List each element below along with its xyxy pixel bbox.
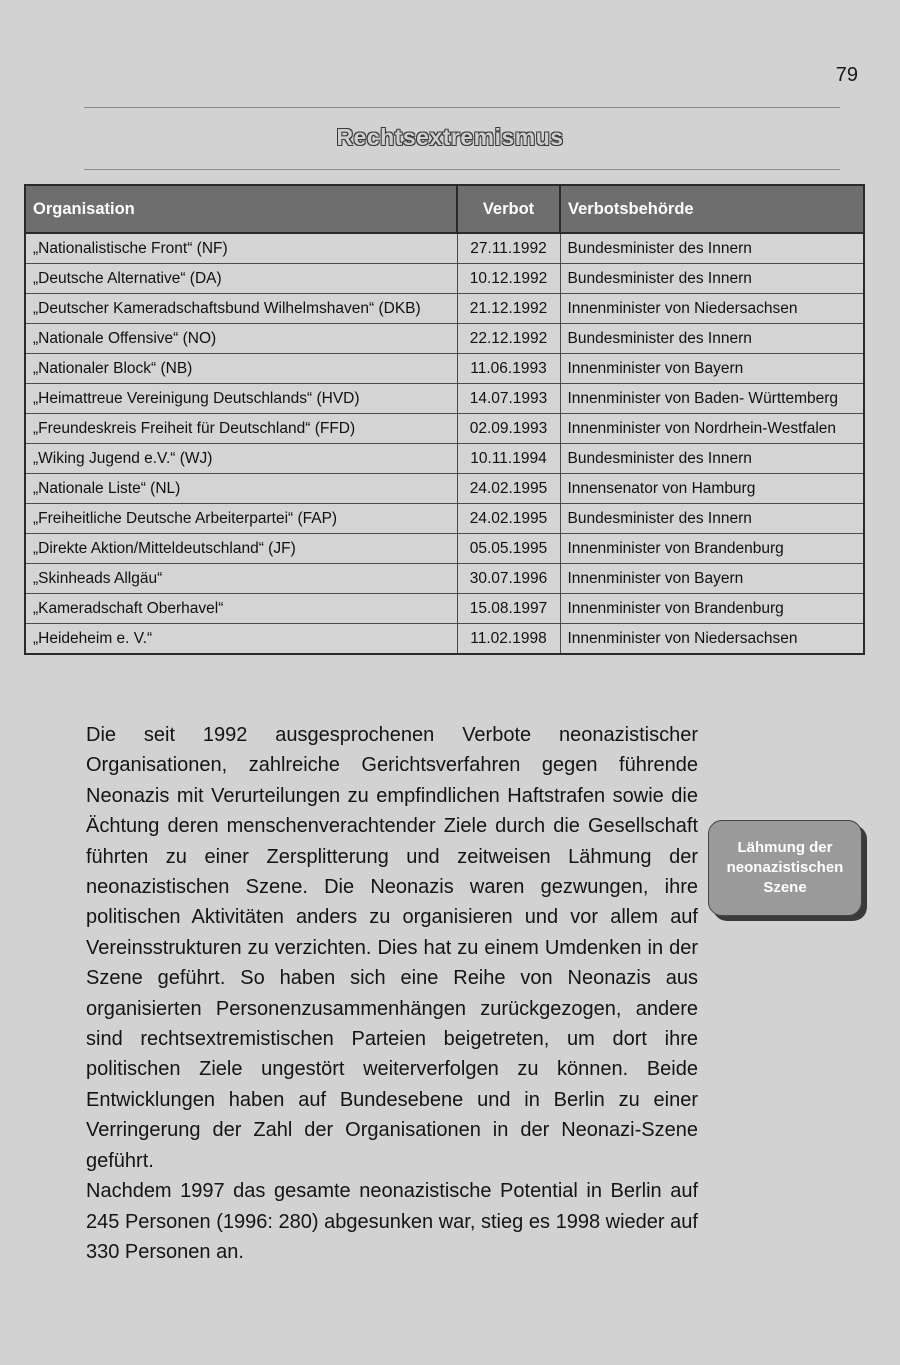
margin-note-text: Lähmung der neonazistischen Szene <box>726 839 844 896</box>
cell-date: 22.12.1992 <box>457 324 560 354</box>
cell-date: 30.07.1996 <box>457 564 560 594</box>
title-rule <box>84 169 840 170</box>
cell-authority: Bundesminister des Innern <box>560 264 864 294</box>
table-row <box>25 444 864 474</box>
header-rule <box>84 107 840 108</box>
table-row <box>25 414 864 444</box>
cell-organisation: „Nationale Offensive“ (NO) <box>25 324 457 354</box>
page-number: 79 <box>835 64 858 86</box>
cell-date: 05.05.1995 <box>457 534 560 564</box>
cell-authority: Bundesminister des Innern <box>560 324 864 354</box>
table-row <box>25 534 864 564</box>
cell-authority: Innenminister von Niedersachsen <box>560 294 864 324</box>
cell-date: 15.08.1997 <box>457 594 560 624</box>
cell-date: 11.06.1993 <box>457 354 560 384</box>
cell-organisation: „Nationaler Block“ (NB) <box>25 354 457 384</box>
paragraph-fragmentation: Die seit 1992 ausgesprochenen Verbote neonazistischer Organisationen, zahlreiche Gerichtsverfahren gegen führende Neonazis mit Verurteilungen zu empfindlichen Haftstrafen sowie die Ächtung deren menschenverachtender Ziele durch die Gesellschaft führten zu einer Zersplitterung und zeitweisen Lähmung der neonazistischen Szene. Die Neonazis waren gezwungen, ihre politischen Aktivitäten anders zu organisieren und vor allem auf Vereinsstrukturen zu verzichten. Dies hat zu einem Umdenken in der Szene geführt. So haben sich eine Reihe von Neonazis aus organisierten Personenzusammenhängen zurückgezogen, andere sind rechtsextremistischen Parteien beigetreten, um dort ihre politischen Ziele ungestört weiterverfolgen zu können. Beide Entwicklungen haben auf Bundesebene und in Berlin zu einer Verringerung der Zahl der Organisationen in der Neonazi-Szene geführt. <box>86 724 698 1172</box>
cell-organisation: „Heimattreue Vereinigung Deutschlands“ (HVD) <box>25 384 457 414</box>
table-row <box>25 594 864 624</box>
table-row <box>25 504 864 534</box>
table-row <box>25 264 864 294</box>
table-row <box>25 294 864 324</box>
cell-authority: Innenminister von Brandenburg <box>560 594 864 624</box>
cell-organisation: „Direkte Aktion/Mitteldeutschland“ (JF) <box>25 534 457 564</box>
cell-authority: Innenminister von Nordrhein-Westfalen <box>560 414 864 444</box>
cell-authority: Bundesminister des Innern <box>560 444 864 474</box>
cell-authority: Bundesminister des Innern <box>560 233 864 264</box>
cell-date: 24.02.1995 <box>457 474 560 504</box>
margin-note <box>708 820 862 916</box>
cell-organisation: „Skinheads Allgäu“ <box>25 564 457 594</box>
cell-organisation: „Nationale Liste“ (NL) <box>25 474 457 504</box>
table-row <box>25 324 864 354</box>
section-title: Rechtsextremismus <box>336 124 564 150</box>
cell-authority: Bundesminister des Innern <box>560 504 864 534</box>
cell-authority: Innenminister von Niedersachsen <box>560 624 864 655</box>
table-row <box>25 564 864 594</box>
cell-date: 11.02.1998 <box>457 624 560 655</box>
cell-organisation: „Nationalistische Front“ (NF) <box>25 233 457 264</box>
header-authority: Verbotsbehörde <box>560 185 864 233</box>
table-row <box>25 624 864 655</box>
cell-authority: Innenminister von Bayern <box>560 564 864 594</box>
header-organisation: Organisation <box>25 185 457 233</box>
cell-date: 10.11.1994 <box>457 444 560 474</box>
cell-organisation: „Kameradschaft Oberhavel“ <box>25 594 457 624</box>
cell-authority: Innenminister von Bayern <box>560 354 864 384</box>
cell-authority: Innenminister von Baden- Württemberg <box>560 384 864 414</box>
table-row <box>25 354 864 384</box>
body-text <box>86 720 698 1267</box>
table-row <box>25 384 864 414</box>
cell-organisation: „Heideheim e. V.“ <box>25 624 457 655</box>
table-row <box>25 233 864 264</box>
paragraph-potential: Nachdem 1997 das gesamte neonazistische Potential in Berlin auf 245 Personen (1996: 280) abgesunken war, stieg es 1998 wieder auf 330 Personen an. <box>86 1180 698 1263</box>
cell-date: 10.12.1992 <box>457 264 560 294</box>
cell-date: 27.11.1992 <box>457 233 560 264</box>
cell-date: 02.09.1993 <box>457 414 560 444</box>
ban-table <box>24 184 865 655</box>
table-row <box>25 474 864 504</box>
cell-authority: Innenminister von Brandenburg <box>560 534 864 564</box>
cell-organisation: „Freiheitliche Deutsche Arbeiterpartei“ (FAP) <box>25 504 457 534</box>
cell-date: 21.12.1992 <box>457 294 560 324</box>
cell-organisation: „Wiking Jugend e.V.“ (WJ) <box>25 444 457 474</box>
header-ban-date: Verbot <box>457 185 560 233</box>
cell-date: 14.07.1993 <box>457 384 560 414</box>
cell-date: 24.02.1995 <box>457 504 560 534</box>
cell-organisation: „Deutscher Kameradschaftsbund Wilhelmshaven“ (DKB) <box>25 294 457 324</box>
table-header-row <box>25 185 864 233</box>
cell-organisation: „Freundeskreis Freiheit für Deutschland“ (FFD) <box>25 414 457 444</box>
cell-authority: Innensenator von Hamburg <box>560 474 864 504</box>
cell-organisation: „Deutsche Alternative“ (DA) <box>25 264 457 294</box>
